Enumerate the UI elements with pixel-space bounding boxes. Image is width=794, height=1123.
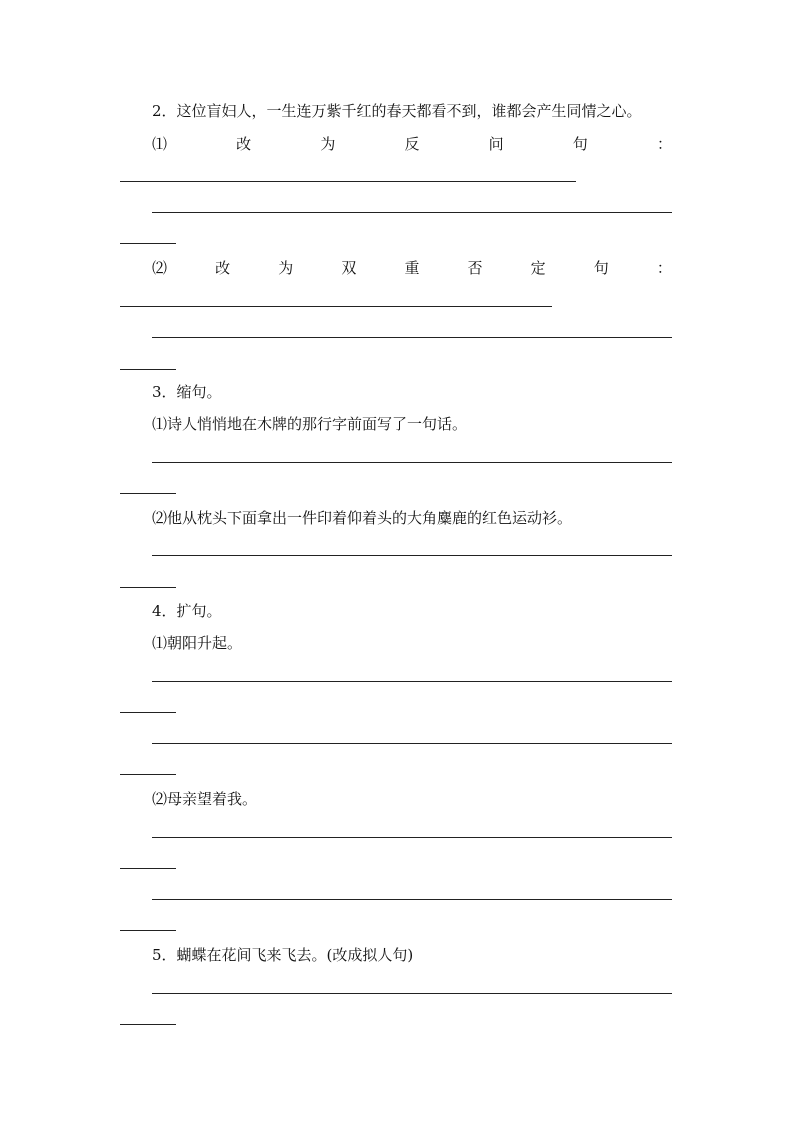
answer-line[interactable] <box>152 337 672 338</box>
answer-line[interactable] <box>152 993 672 994</box>
answer-line[interactable] <box>120 774 176 775</box>
answer-line[interactable] <box>120 587 176 588</box>
prompt-char: ： <box>656 135 672 153</box>
answer-line[interactable] <box>152 212 672 213</box>
answer-line[interactable] <box>120 181 576 182</box>
prompt-char: 反 <box>404 135 420 153</box>
question-4-stem: 4．扩句。 <box>152 602 222 620</box>
answer-line[interactable] <box>152 899 672 900</box>
prompt-char: 双 <box>341 259 357 277</box>
prompt-char: ⑵ <box>152 259 168 277</box>
prompt-char: 句 <box>593 259 609 277</box>
answer-line[interactable] <box>120 493 176 494</box>
answer-line[interactable] <box>152 681 672 682</box>
question-3-sub1: ⑴诗人悄悄地在木牌的那行字前面写了一句话。 <box>152 415 468 433</box>
prompt-char: 重 <box>404 259 420 277</box>
question-3-stem: 3．缩句。 <box>152 383 222 401</box>
answer-line[interactable] <box>120 868 176 869</box>
answer-line[interactable] <box>120 306 552 307</box>
question-4-sub1: ⑴朝阳升起。 <box>152 634 243 652</box>
prompt-char: 否 <box>467 259 483 277</box>
answer-line[interactable] <box>120 930 176 931</box>
answer-line[interactable] <box>152 743 672 744</box>
prompt-char: 为 <box>320 135 336 153</box>
prompt-char: 问 <box>488 135 504 153</box>
answer-line[interactable] <box>152 555 672 556</box>
answer-line[interactable] <box>120 243 176 244</box>
question-2-sub1-prompt <box>152 134 672 154</box>
answer-line[interactable] <box>152 462 672 463</box>
prompt-char: ⑴ <box>152 135 168 153</box>
question-4-sub2: ⑵母亲望着我。 <box>152 790 258 808</box>
answer-line[interactable] <box>120 712 176 713</box>
question-5-stem: 5．蝴蝶在花间飞来飞去。(改成拟人句) <box>152 946 414 964</box>
question-2-sub2-prompt <box>152 258 672 278</box>
prompt-char: 定 <box>530 259 546 277</box>
prompt-char: 句 <box>572 135 588 153</box>
prompt-char: 为 <box>278 259 294 277</box>
prompt-char: 改 <box>215 259 231 277</box>
answer-line[interactable] <box>120 369 176 370</box>
prompt-char: 改 <box>236 135 252 153</box>
answer-line[interactable] <box>152 837 672 838</box>
question-2-stem: 2．这位盲妇人，一生连万紫千红的春天都看不到，谁都会产生同情之心。 <box>152 102 642 120</box>
prompt-char: ： <box>656 259 672 277</box>
answer-line[interactable] <box>120 1024 176 1025</box>
question-3-sub2: ⑵他从枕头下面拿出一件印着仰着头的大角麋鹿的红色运动衫。 <box>152 509 573 527</box>
